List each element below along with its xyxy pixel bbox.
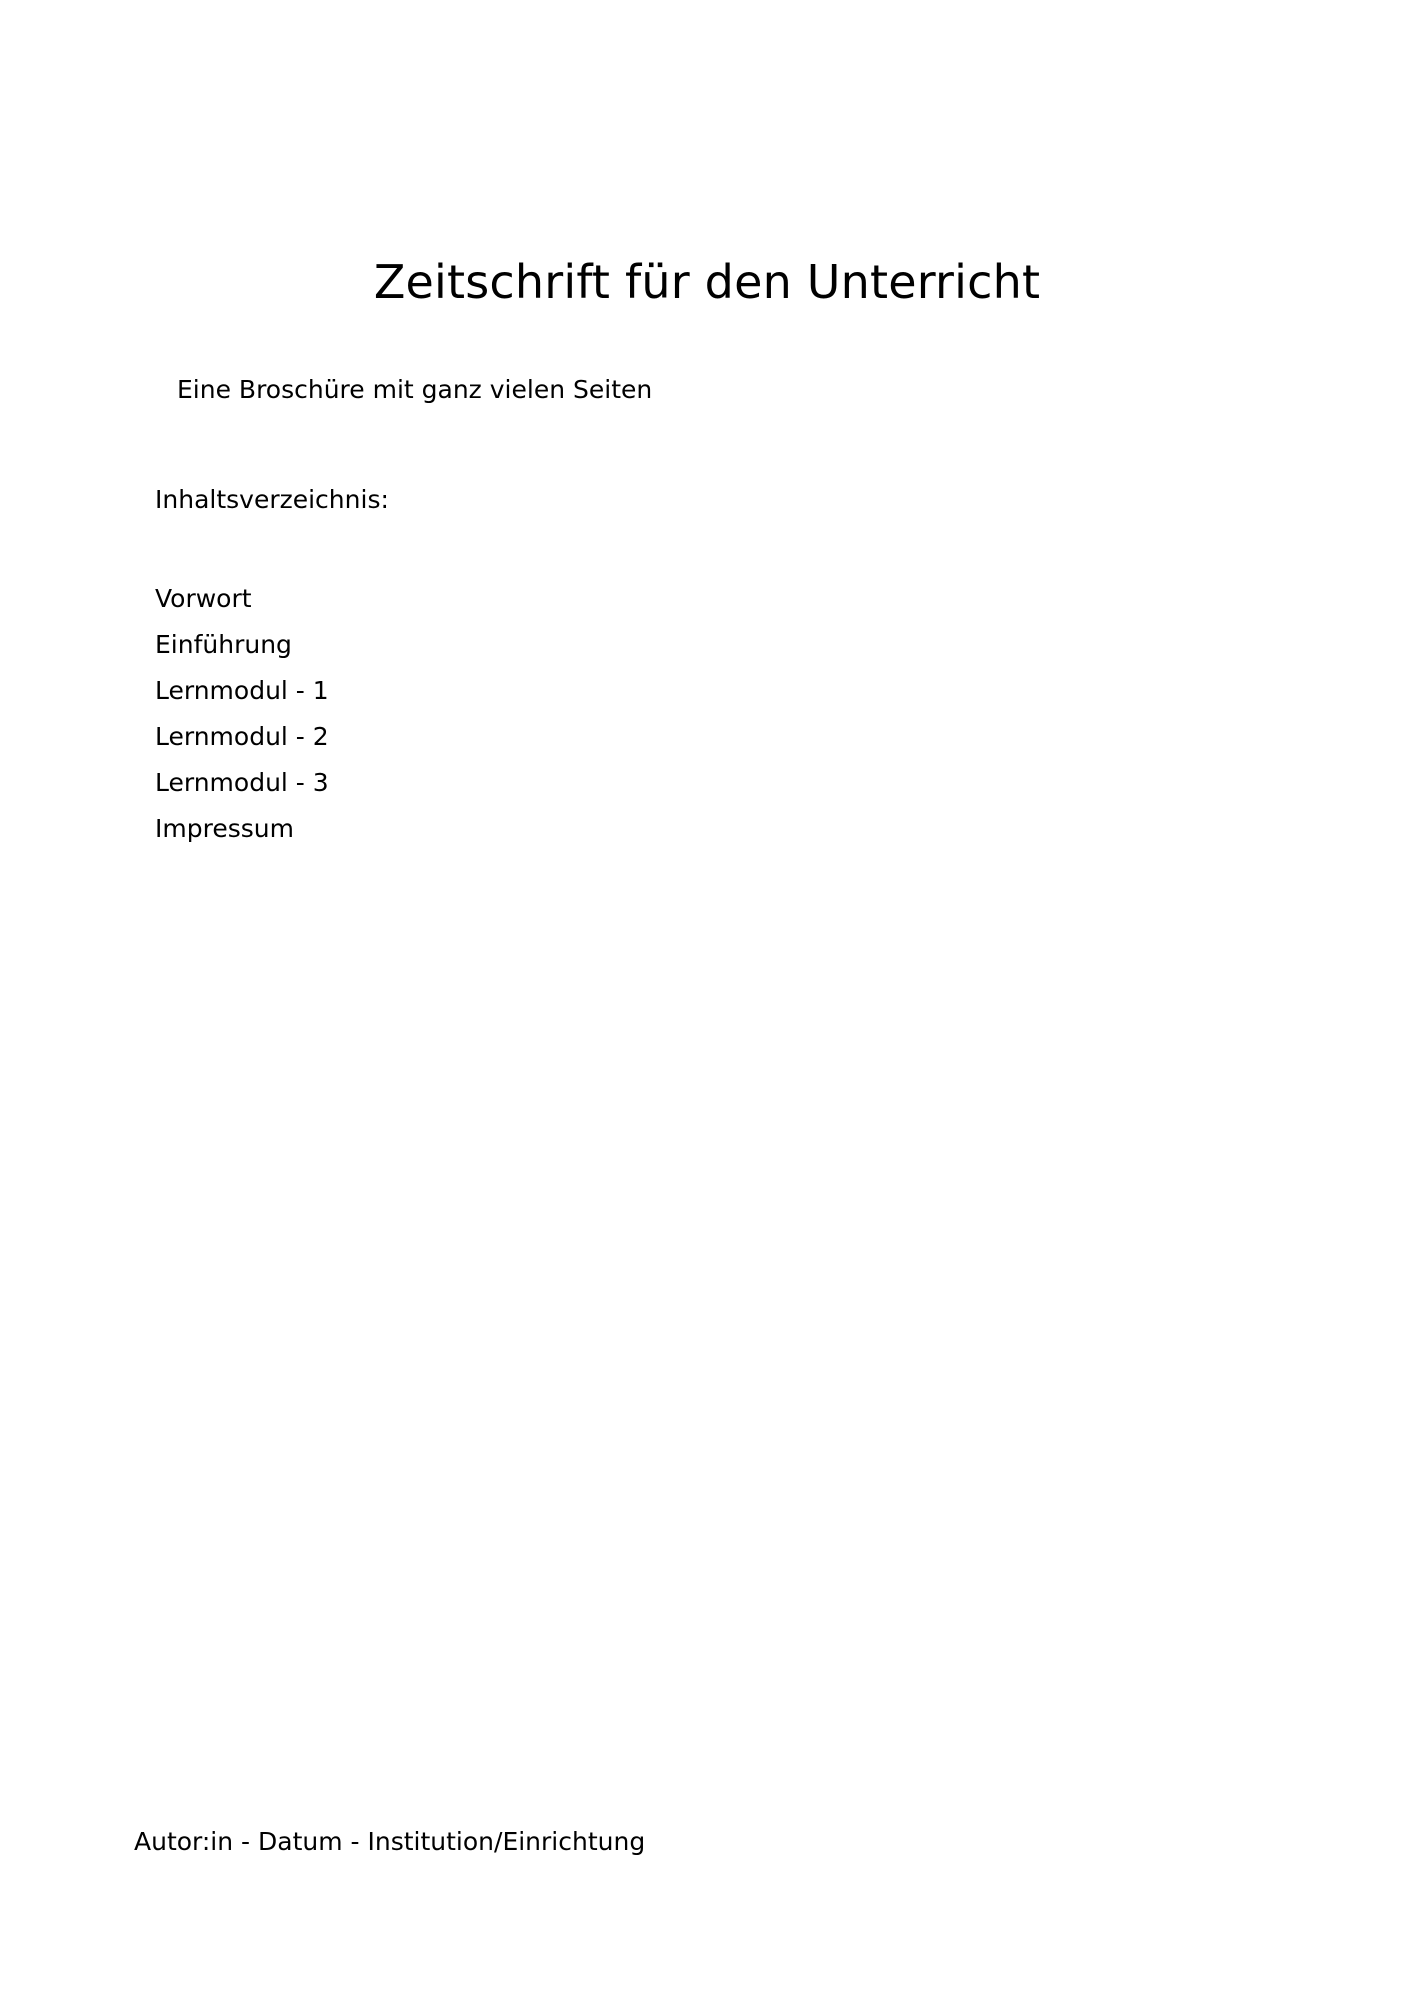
table-of-contents-list [155, 576, 329, 852]
list-item: Lernmodul - 2 [155, 722, 329, 751]
table-of-contents-heading: Inhaltsverzeichnis: [155, 485, 389, 514]
document-footer: Autor:in - Datum - Institution/Einrichtung [134, 1827, 646, 1856]
list-item: Lernmodul - 1 [155, 676, 329, 705]
list-item: Lernmodul - 3 [155, 768, 329, 797]
list-item: Impressum [155, 814, 294, 843]
page-title: Zeitschrift für den Unterricht [373, 254, 1041, 309]
list-item: Vorwort [155, 584, 252, 613]
document-subtitle: Eine Broschüre mit ganz vielen Seiten [177, 375, 653, 404]
list-item: Einführung [155, 630, 292, 659]
